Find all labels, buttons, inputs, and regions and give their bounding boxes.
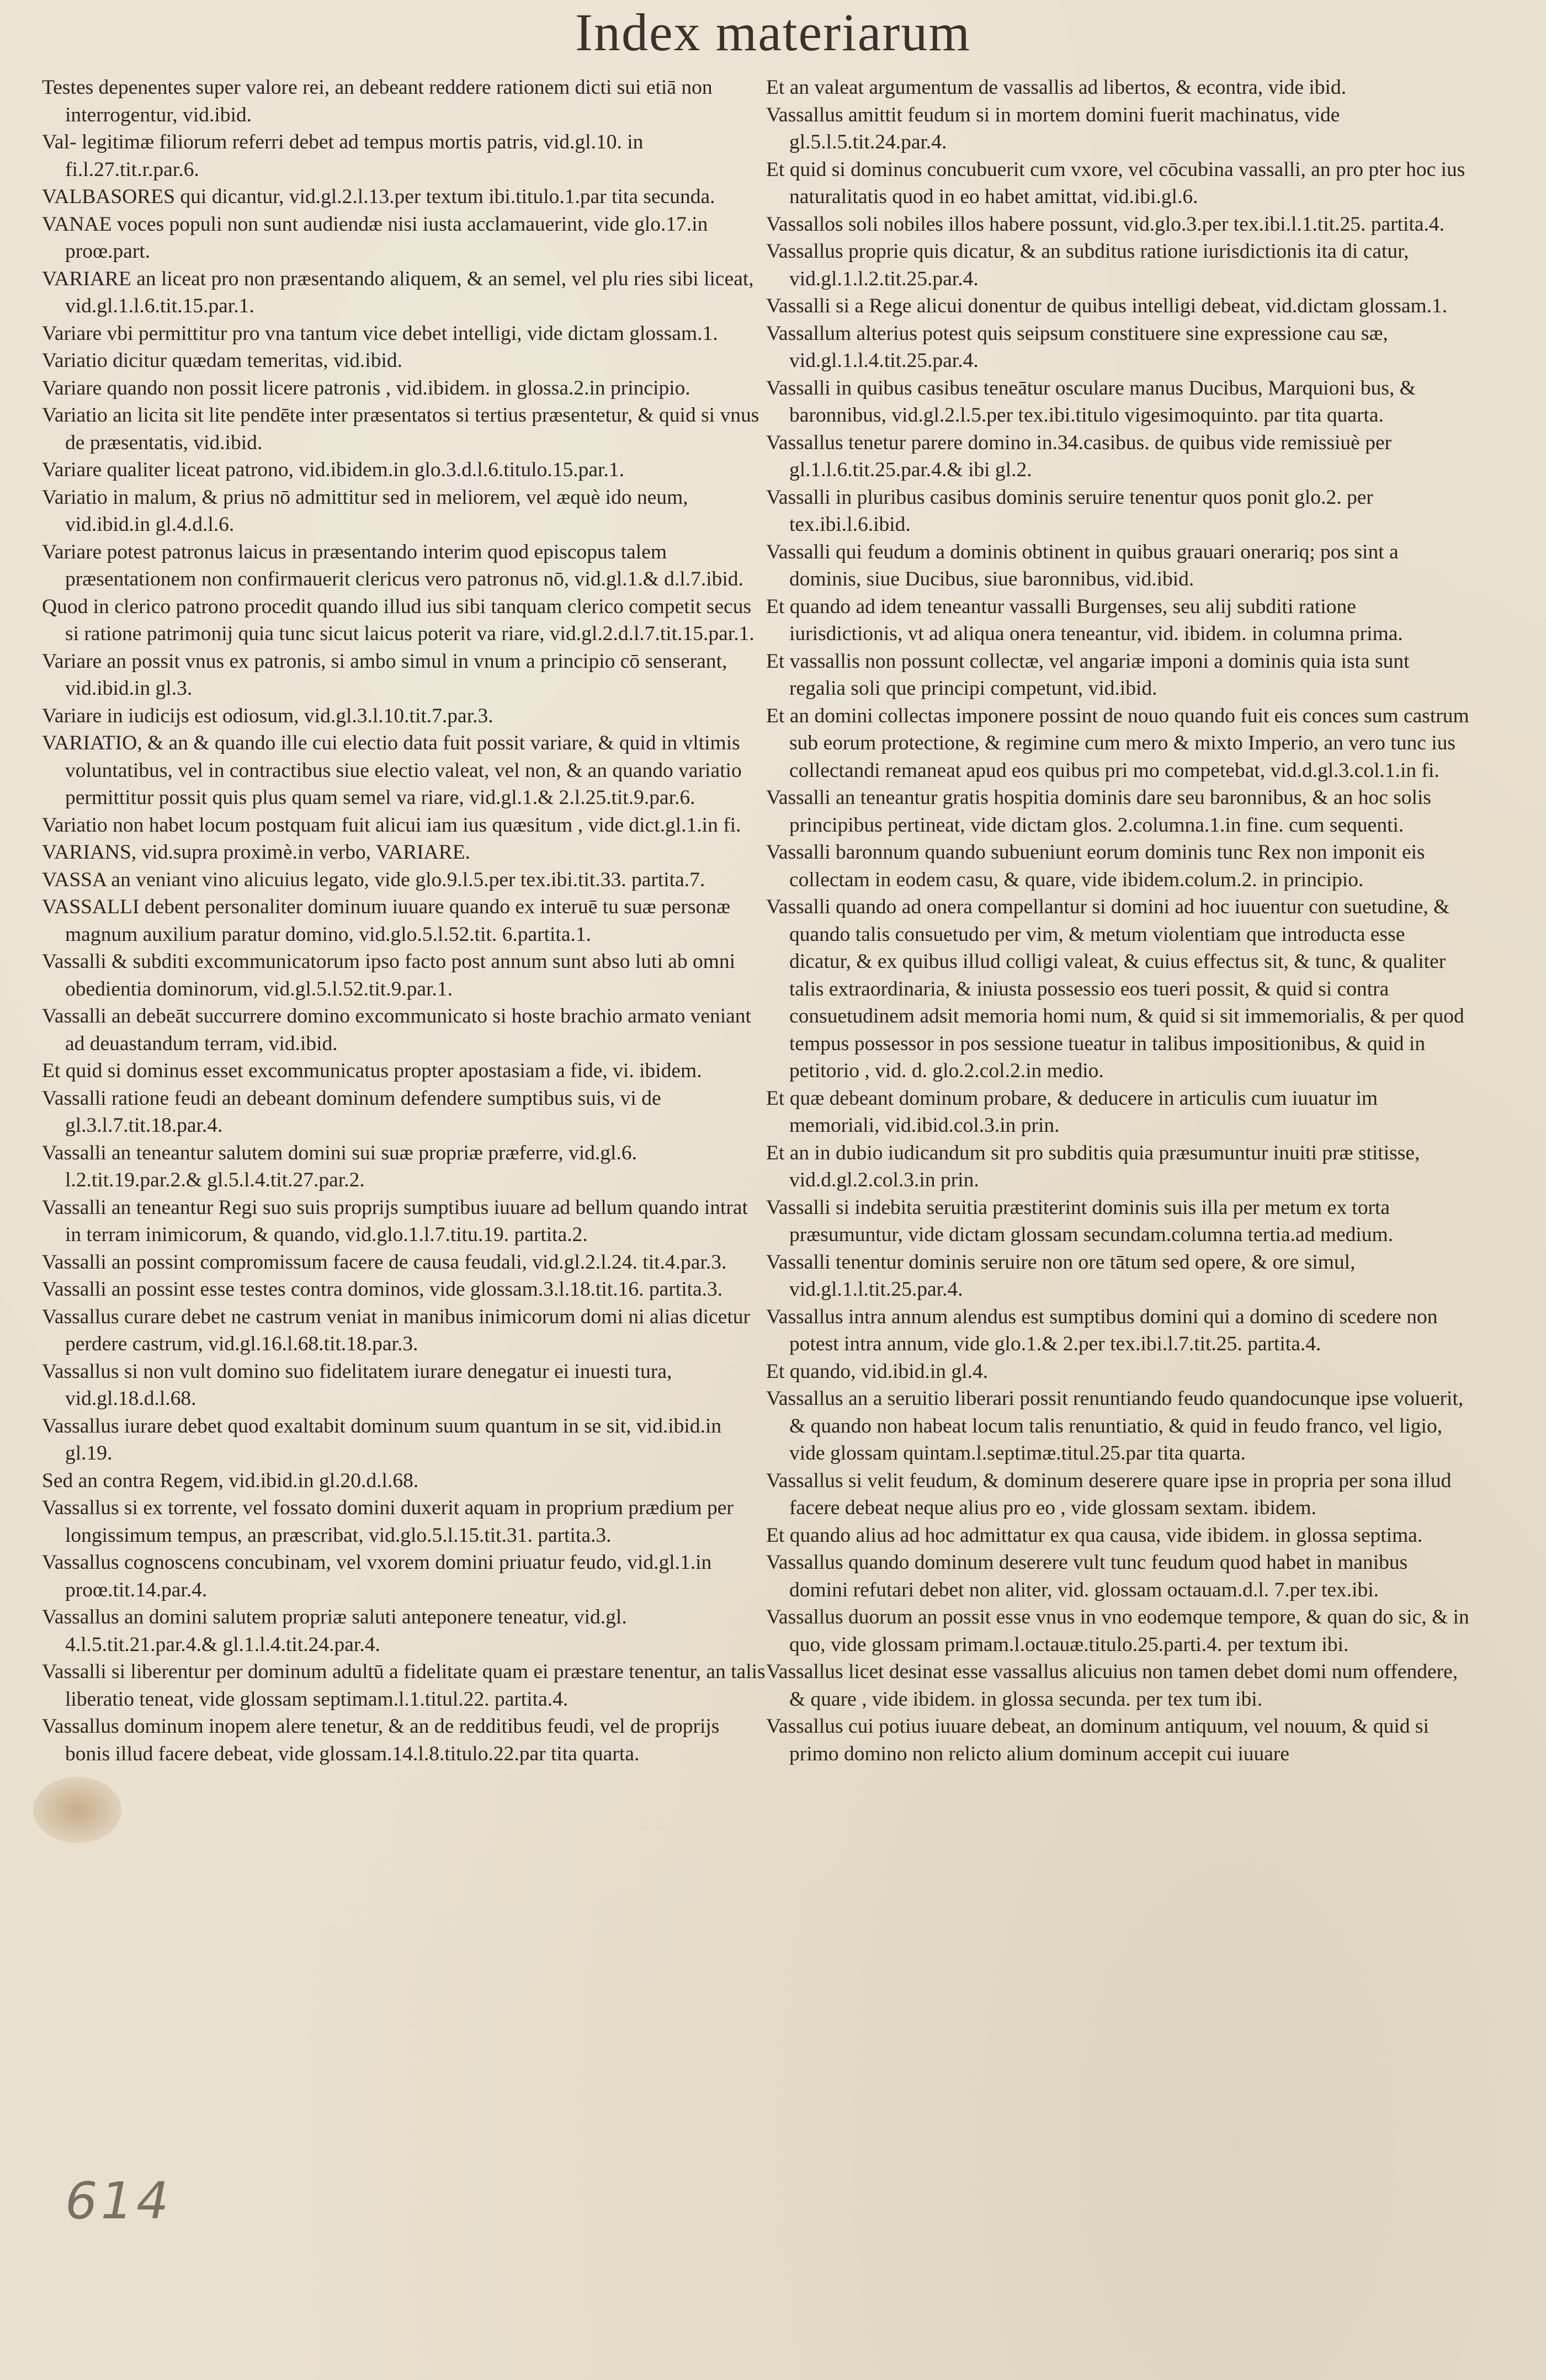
- index-entry: Vassalli an teneantur Regi suo suis proprijs sumptibus iuuare ad bellum quando intrat in terram inimicorum, & quando, vid.glo.1.l.7.titu.19. partita.2.: [42, 1196, 748, 1246]
- index-entry: Vassallus licet desinat esse vassallus alicuius non tamen debet domi num offendere, & quare , vide ibidem. in glossa secunda. per tex tum ibi.: [766, 1660, 1458, 1711]
- index-entry: Vassallus intra annum alendus est sumptibus domini qui a domino di scedere non potest intra annum, vide glo.1.& 2.per tex.ibi.l.7.tit.25. partita.4.: [766, 1305, 1438, 1355]
- index-entry: Vassalli & subditi excommunicatorum ipso facto post annum sunt abso luti ab omni obedientia dominorum, vid.gl.5.l.52.tit.9.par.1.: [42, 950, 736, 1000]
- index-entry: Variare qualiter liceat patrono, vid.ibidem.in glo.3.d.l.6.titulo.15.par.1.: [42, 459, 624, 481]
- index-entry: Variatio an licita sit lite pendēte inter præsentatos si tertius præsentetur, & quid si vnus de præsentatis, vid.ibid.: [42, 404, 759, 454]
- index-entry: Quod in clerico patrono procedit quando illud ius sibi tanquam clerico competit secus si ratione patrimonij quia tunc sicut laicus poterit va riare, vid.gl.2.d.l.7.tit.15.par.1.: [42, 595, 755, 645]
- index-entry: VANAE voces populi non sunt audiendæ nisi iusta acclamauerint, vide glo.17.in proœ.part.: [42, 212, 708, 263]
- index-entry: Vassallus si non vult domino suo fidelitatem iurare denegatur ei inuesti tura, vid.gl.18.d.l.68.: [42, 1360, 672, 1410]
- index-entry: Et quæ debeant dominum probare, & deducere in articulis cum iuuatur im memoriali, vid.ibid.col.3.in prin.: [766, 1087, 1378, 1137]
- water-stain: [33, 1777, 121, 1843]
- index-entry: Et quid si dominus concubuerit cum vxore, vel cōcubina vassalli, an pro pter hoc ius naturalitatis quod in eo habet amittat, vid.ibi.gl.6.: [766, 158, 1465, 208]
- page-title: Index materiarum: [575, 3, 971, 62]
- index-entry: Variatio dicitur quædam temeritas, vid.ibid.: [42, 349, 402, 372]
- index-entry: Vassalli tenentur dominis seruire non ore tātum sed opere, & ore simul, vid.gl.1.l.tit.25.par.4.: [766, 1250, 1356, 1301]
- index-entry: Vassallus dominum inopem alere tenetur, & an de redditibus feudi, vel de proprijs bonis illud facere debeat, vide glossam.14.l.8.titulo.22.par tita quarta.: [42, 1715, 720, 1765]
- index-entry: Et quando alius ad hoc admittatur ex qua causa, vide ibidem. in glossa septima.: [766, 1524, 1423, 1547]
- index-entry: Vassallus an a seruitio liberari possit renuntiando feudo quandocunque ipse voluerit, & quando non habeat locum talis renuntiatio, & quid in feudo franco, vel ligio, vide glossam quintam.l.septimæ.titul.25.par tita quarta.: [766, 1387, 1464, 1465]
- index-entry: Vassallum alterius potest quis seipsum constituere sine expressione cau sæ, vid.gl.1.l.4.tit.25.par.4.: [766, 322, 1388, 372]
- right-column: [766, 74, 1470, 1767]
- index-entry: Et quid si dominus esset excommunicatus propter apostasiam a fide, vi. ibidem.: [42, 1059, 702, 1082]
- index-entry: Vassallus curare debet ne castrum veniat in manibus inimicorum domi ni alias dicetur perdere castrum, vid.gl.16.l.68.tit.18.par.3.: [42, 1305, 750, 1355]
- index-entry: Variare vbi permittitur pro vna tantum vice debet intelligi, vide dictam glossam.1.: [42, 322, 718, 345]
- index-entry: Vassalli an debeāt succurrere domino excommunicato si hoste brachio armato veniant ad deuastandum terram, vid.ibid.: [42, 1005, 751, 1055]
- index-entry: Vassallus si velit feudum, & dominum deserere quare ipse in propria per sona illud facere debeat neque alius pro eo , vide glossam sextam. ibidem.: [766, 1469, 1452, 1519]
- index-entry: Vassallos soli nobiles illos habere possunt, vid.glo.3.per tex.ibi.l.1.tit.25. partita.4.: [766, 212, 1445, 236]
- handwritten-page-number: 614: [65, 2171, 172, 2230]
- index-entry: Et an valeat argumentum de vassallis ad libertos, & econtra, vide ibid.: [766, 76, 1347, 99]
- index-entry: Val- legitimæ filiorum referri debet ad tempus mortis patris, vid.gl.10. in fi.l.27.tit.r.par.6.: [42, 131, 644, 181]
- index-entry: Vassallus an domini salutem propriæ saluti anteponere teneatur, vid.gl. 4.l.5.tit.21.par.4.& gl.1.l.4.tit.24.par.4.: [42, 1606, 627, 1656]
- index-entry: Vassallus amittit feudum si in mortem domini fuerit machinatus, vide gl.5.l.5.tit.24.par.4.: [766, 103, 1340, 153]
- index-entry: Vassalli in quibus casibus teneātur osculare manus Ducibus, Marquioni bus, & baronnibus, vid.gl.2.l.5.per tex.ibi.titulo vigesimoquinto. par tita quarta.: [766, 376, 1416, 427]
- index-entry: Vassallus cui potius iuuare debeat, an dominum antiquum, vel nouum, & quid si primo domino non relicto alium dominum accepit cui iuuare: [766, 1715, 1429, 1765]
- index-entry: Variatio in malum, & prius nō admittitur sed in meliorem, vel æquè ido neum, vid.ibid.in gl.4.d.l.6.: [42, 486, 688, 536]
- index-entry: Vassallus iurare debet quod exaltabit dominum suum quantum in se sit, vid.ibid.in gl.19.: [42, 1414, 722, 1465]
- index-entry: VASSA an veniant vino alicuius legato, vide glo.9.l.5.per tex.ibi.tit.33. partita.7.: [42, 868, 705, 891]
- index-entry: Vassalli si a Rege alicui donentur de quibus intelligi debeat, vid.dictam glossam.1.: [766, 295, 1448, 317]
- index-entry: Et an in dubio iudicandum sit pro subditis quia præsumuntur inuiti præ stitisse, vid.d.gl.2.col.3.in prin.: [766, 1141, 1420, 1191]
- index-entry: Vassalli baronnum quando subueniunt eorum dominis tunc Rex non imponit eis collectam in eodem casu, & quare, vide ibidem.colum.2. in principio.: [766, 841, 1425, 891]
- left-column: [42, 74, 768, 1767]
- index-entry: Et vassallis non possunt collectæ, vel angariæ imponi a dominis quia ista sunt regalia soli que principi competunt, vid.ibid.: [766, 649, 1410, 700]
- index-entry: Vassalli si indebita seruitia præstiterint dominis suis illa per metum ex torta præsumuntur, vide dictam glossam secundam.columna tertia.ad medium.: [766, 1196, 1394, 1246]
- index-entry: Vassalli qui feudum a dominis obtinent in quibus grauari onerariq; pos sint a dominis, siue Ducibus, siue baronnibus, vid.ibid.: [766, 540, 1399, 590]
- index-entry: VARIANS, vid.supra proximè.in verbo, VARIARE.: [42, 841, 471, 864]
- index-entry: Et an domini collectas imponere possint de nouo quando fuit eis conces sum castrum sub eorum protectione, & regimine cum mero & mixto Imperio, an vero tunc ius collectandi remaneat apud eos quibus pri mo competebat, vid.d.gl.3.col.1.in fi.: [766, 704, 1469, 782]
- index-entry: Sed an contra Regem, vid.ibid.in gl.20.d.l.68.: [42, 1469, 419, 1492]
- index-entry: Vassalli an teneantur gratis hospitia dominis dare seu baronnibus, & an hoc solis principibus pertineat, vide dictam glos. 2.columna.1.in fine. cum sequenti.: [766, 786, 1431, 837]
- index-entry: VASSALLI debent personaliter dominum iuuare quando ex interuē tu suæ personæ magnum auxilium paratur domino, vid.glo.5.l.52.tit. 6.partita.1.: [42, 896, 731, 946]
- index-entry: VALBASORES qui dicantur, vid.gl.2.l.13.per textum ibi.titulo.1.par tita secunda.: [42, 185, 715, 208]
- index-entry: Variatio non habet locum postquam fuit alicui iam ius quæsitum , vide dict.gl.1.in fi.: [42, 813, 741, 837]
- index-entry: Vassallus proprie quis dicatur, & an subditus ratione iurisdictionis ita di catur, vid.gl.1.l.2.tit.25.par.4.: [766, 240, 1409, 290]
- index-entry: Vassalli ratione feudi an debeant dominum defendere sumptibus suis, vi de gl.3.l.7.tit.18.par.4.: [42, 1087, 661, 1137]
- index-entry: Variare quando non possit licere patronis , vid.ibidem. in glossa.2.in principio.: [42, 376, 690, 400]
- index-entry: Et quando, vid.ibid.in gl.4.: [766, 1360, 989, 1383]
- index-entry: Vassalli an teneantur salutem domini sui suæ propriæ præferre, vid.gl.6. l.2.tit.19.par.2.& gl.5.l.4.tit.27.par.2.: [42, 1141, 637, 1191]
- index-entry: Et quando ad idem teneantur vassalli Burgenses, seu alij subditi ratione iurisdictionis, vt ad aliqua onera teneantur, vid. ibidem. in columna prima.: [766, 595, 1403, 645]
- index-entry: Vassallus quando dominum deserere vult tunc feudum quod habet in manibus domini refutari debet non aliter, vid. glossam octauam.d.l. 7.per tex.ibi.: [766, 1551, 1408, 1601]
- index-entry: VARIARE an liceat pro non præsentando aliquem, & an semel, vel plu ries sibi liceat, vid.gl.1.l.6.tit.15.par.1.: [42, 267, 754, 317]
- index-entry: Vassalli an possint compromissum facere de causa feudali, vid.gl.2.l.24. tit.4.par.3.: [42, 1250, 727, 1274]
- index-entry: Vassalli si liberentur per dominum adultū a fidelitate quam ei præstare tenentur, an talis liberatio teneat, vide glossam septimam.l.1.titul.22. partita.4.: [42, 1660, 766, 1711]
- index-entry: Vassallus cognoscens concubinam, vel vxorem domini priuatur feudo, vid.gl.1.in proœ.tit.14.par.4.: [42, 1551, 712, 1601]
- index-entry: Testes depenentes super valore rei, an debeant reddere rationem dicti sui etiā non interrogentur, vid.ibid.: [42, 76, 713, 126]
- index-entry: Vassallus tenetur parere domino in.34.casibus. de quibus vide remissiuè per gl.1.l.6.tit.25.par.4.& ibi gl.2.: [766, 431, 1392, 481]
- index-entry: VARIATIO, & an & quando ille cui electio data fuit possit variare, & quid in vltimis voluntatibus, vel in contractibus siue electio valeat, vel non, & an quando variatio permittitur possit quis plus quam semel va riare, vid.gl.1.& 2.l.25.tit.9.par.6.: [42, 732, 742, 809]
- index-entry: Vassalli an possint esse testes contra dominos, vide glossam.3.l.18.tit.16. partita.3.: [42, 1278, 723, 1301]
- index-entry: Vassalli quando ad onera compellantur si domini ad hoc iuuentur con suetudine, & quando talis consuetudo per vim, & metum violentiam que introducta esse dicatur, & ex quibus illud colligi valeat, & cuius effectus sit, & tunc, & qualiter talis extraordinaria, & iniusta possessio eos tueri possit, & quid si contra consuetudinem adsit memoria homi num, & quid si sit immemorialis, & per quod tempus possessor in pos sessione tueatur in talibus impositionibus, & quid in petitorio , vid. d. glo.2.col.2.in medio.: [766, 896, 1464, 1082]
- index-entry: Vassallus duorum an possit esse vnus in vno eodemque tempore, & quan do sic, & in quo, vide glossam primam.l.octauæ.titulo.25.parti.4. per textum ibi.: [766, 1606, 1469, 1656]
- index-entry: Vassalli in pluribus casibus dominis seruire tenentur quos ponit glo.2. per tex.ibi.l.6.ibid.: [766, 486, 1373, 536]
- index-entry: Variare an possit vnus ex patronis, si ambo simul in vnum a principio cō senserant, vid.ibid.in gl.3.: [42, 649, 727, 700]
- index-entry: Variare potest patronus laicus in præsentando interim quod episcopus talem præsentationem non confirmauerit clericus vero patronus nō, vid.gl.1.& d.l.7.ibid.: [42, 540, 743, 590]
- index-entry: Variare in iudicijs est odiosum, vid.gl.3.l.10.tit.7.par.3.: [42, 704, 493, 727]
- index-entry: Vassallus si ex torrente, vel fossato domini duxerit aquam in proprium prædium per longissimum tempus, an præscribat, vid.glo.5.l.15.tit.31. partita.3.: [42, 1497, 734, 1547]
